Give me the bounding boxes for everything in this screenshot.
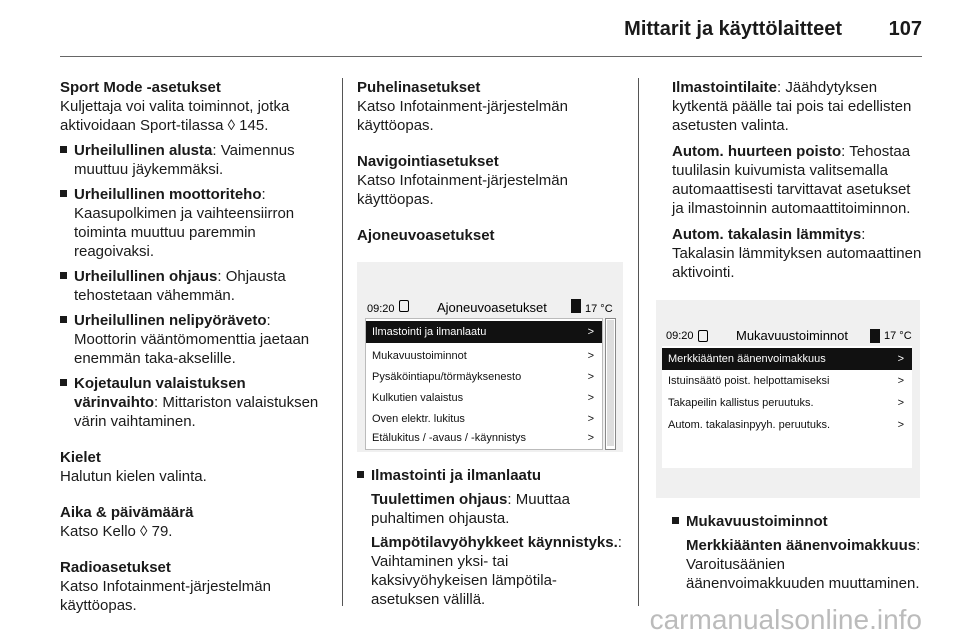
scroll-thumb[interactable] — [607, 320, 614, 446]
thermometer-icon — [571, 299, 581, 313]
radio-text: Katso Infotainment-järjestelmän käyttöopas. — [60, 578, 271, 614]
sport-text-2: aktivoidaan Sport-tilassa ◊ 145. — [60, 117, 269, 134]
nav-heading: Navigointiasetukset — [357, 153, 499, 170]
phone-icon — [399, 300, 409, 312]
column-2 — [357, 78, 625, 609]
header-divider — [60, 56, 922, 57]
chevron-right-icon: > — [587, 432, 594, 444]
list-item: Urheilullinen moottoriteho: Kaasupolkimen ja vaihteensiirron toiminta muuttuu paremmin reagoivaksi. — [60, 185, 330, 261]
menu-list — [365, 318, 603, 450]
vehicle-heading: Ajoneuvoasetukset — [357, 227, 495, 244]
nav-text: Katso Infotainment-järjestelmän käyttöopas. — [357, 172, 568, 208]
chevron-right-icon: > — [587, 413, 594, 425]
bullet-square-icon — [60, 316, 67, 323]
menu-item[interactable]: Mukavuustoiminnot > — [366, 345, 602, 367]
column-3 — [672, 78, 924, 289]
column-divider — [342, 78, 343, 606]
watermark: carmanualsonline.info — [649, 604, 922, 635]
bullet-square-icon — [60, 379, 67, 386]
menu-item[interactable]: Istuinsäätö poist. helpottamiseksi > — [662, 370, 912, 392]
screen-time: 09:20 — [367, 303, 395, 315]
screen-temp: 17 °C — [585, 303, 613, 315]
phone-icon — [698, 330, 708, 342]
page-title: Mittarit ja käyttölaitteet — [624, 18, 842, 40]
menu-item[interactable]: Pysäköintiapu/törmäyksenesto > — [366, 366, 602, 388]
menu-list — [662, 346, 912, 468]
phone-heading: Puhelinasetukset — [357, 79, 481, 96]
screen-title: Mukavuustoiminnot — [736, 328, 848, 343]
bullet-square-icon — [60, 272, 67, 279]
sub-paragraph: Tuulettimen ohjaus: Muuttaa puhaltimen ohjausta. — [371, 491, 570, 527]
list-item: Ilmastointi ja ilmanlaatu — [357, 466, 625, 485]
screen-temp: 17 °C — [884, 330, 912, 342]
menu-item[interactable]: Takapeilin kallistus peruutuks. > — [662, 392, 912, 414]
list-item: Urheilullinen ohjaus: Ohjausta tehostetaan vähemmän. — [60, 267, 330, 305]
chevron-right-icon: > — [897, 419, 904, 431]
thermometer-icon — [870, 329, 880, 343]
date-heading: Aika & päivämäärä — [60, 504, 194, 521]
lang-text: Halutun kielen valinta. — [60, 468, 207, 485]
bullet-square-icon — [60, 146, 67, 153]
phone-text: Katso Infotainment-järjestelmän käyttöopas. — [357, 98, 568, 134]
page-number: 107 — [888, 18, 922, 40]
column-3-lower — [672, 512, 924, 593]
scrollbar[interactable] — [605, 318, 616, 450]
menu-item[interactable]: Kulkutien valaistus > — [366, 387, 602, 409]
page-header — [0, 0, 960, 58]
chevron-right-icon: > — [587, 371, 594, 383]
vehicle-settings-screen — [357, 262, 623, 452]
list-item: Mukavuustoiminnot — [672, 512, 924, 531]
sport-text-1: Kuljettaja voi valita toiminnot, jotka — [60, 98, 290, 115]
date-text: Katso Kello ◊ 79. — [60, 523, 173, 540]
sub-paragraph: Lämpötilavyöhykkeet käynnistyks.: Vaihtaminen yksi- tai kaksivyöhykeisen lämpötila-asetuksen välillä. — [371, 534, 622, 608]
menu-item[interactable]: Ilmastointi ja ilmanlaatu > — [366, 321, 602, 343]
sport-heading: Sport Mode -asetukset — [60, 79, 221, 96]
chevron-right-icon: > — [897, 375, 904, 387]
screen-time: 09:20 — [666, 330, 694, 342]
chevron-right-icon: > — [897, 397, 904, 409]
bullet-square-icon — [357, 471, 364, 478]
sub-paragraph: Autom. huurteen poisto: Tehostaa tuulilasin kuivumista valitsemalla automaattisesti tarvittavat asetukset ja ilmastoinnin automaattitoiminnon. — [672, 143, 911, 217]
comfort-settings-screen — [656, 300, 920, 498]
list-item: Urheilullinen nelipyöräveto: Moottorin vääntömomenttia jaetaan enemmän taka-akselille. — [60, 311, 330, 368]
bullet-square-icon — [60, 190, 67, 197]
screen-title: Ajoneuvoasetukset — [437, 300, 547, 315]
bullet-square-icon — [672, 517, 679, 524]
menu-item[interactable]: Oven elektr. lukitus > — [366, 408, 602, 430]
menu-item[interactable]: Etälukitus / -avaus / -käynnistys > — [366, 429, 602, 447]
menu-item[interactable]: Merkkiäänten äänenvoimakkuus > — [662, 348, 912, 370]
sub-paragraph: Merkkiäänten äänenvoimakkuus: Varoitusäänien äänenvoimakkuuden muuttaminen. — [686, 537, 921, 592]
lang-heading: Kielet — [60, 449, 101, 466]
chevron-right-icon: > — [897, 353, 904, 365]
column-1 — [60, 78, 330, 632]
menu-item[interactable]: Autom. takalasinpyyh. peruutuks. > — [662, 414, 912, 436]
column-divider — [638, 78, 639, 606]
sub-paragraph: Autom. takalasin lämmitys: Takalasin lämmityksen automaattinen aktivointi. — [672, 226, 922, 281]
chevron-right-icon: > — [587, 326, 594, 338]
chevron-right-icon: > — [587, 350, 594, 362]
radio-heading: Radioasetukset — [60, 559, 171, 576]
list-item: Urheilullinen alusta: Vaimennus muuttuu jäykemmäksi. — [60, 141, 330, 179]
list-item: Kojetaulun valaistuksen värinvaihto: Mittariston valaistuksen värin vaihtaminen. — [60, 374, 330, 431]
sub-paragraph: Ilmastointilaite: Jäähdytyksen kytkentä päälle tai pois tai edellisten asetusten valinta. — [672, 79, 912, 134]
chevron-right-icon: > — [587, 392, 594, 404]
